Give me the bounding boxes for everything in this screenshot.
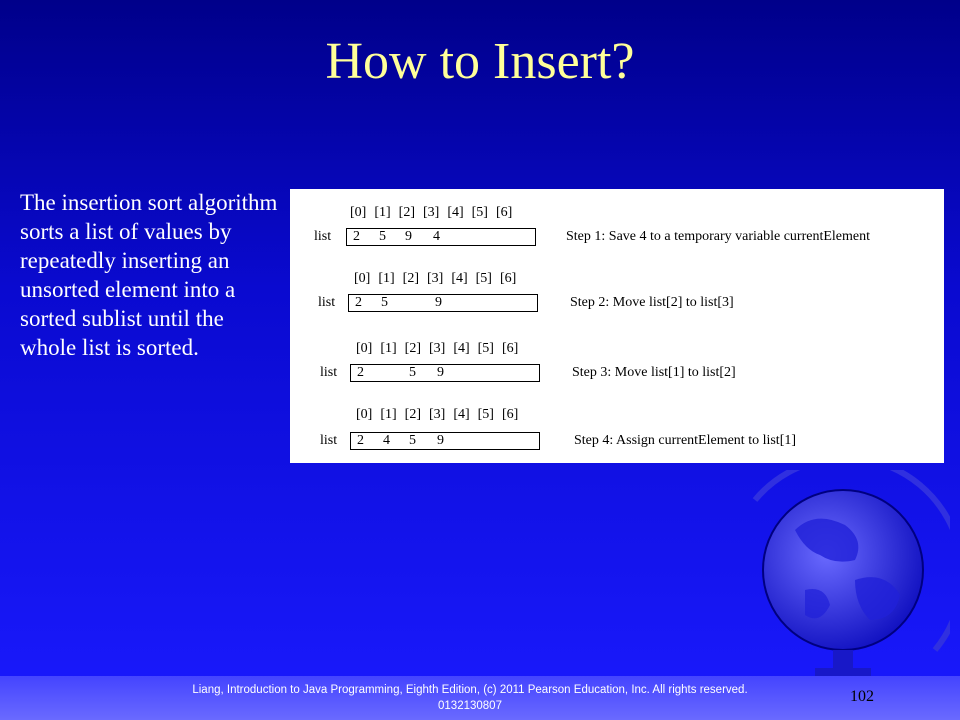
index-label: [1] xyxy=(374,205,391,220)
array-cell: 2 xyxy=(357,433,364,448)
index-label: [4] xyxy=(453,341,470,356)
index-label: [3] xyxy=(428,407,446,422)
index-row xyxy=(354,271,524,287)
step-1 xyxy=(290,205,944,265)
index-label: [5] xyxy=(475,271,492,286)
index-label: [2] xyxy=(402,271,419,286)
index-label: [6] xyxy=(499,271,517,286)
index-row xyxy=(356,407,526,423)
list-label: list xyxy=(320,433,338,448)
array-cell: 9 xyxy=(435,295,442,310)
step-description: Step 2: Move list[2] to list[3] xyxy=(570,295,734,310)
list-label: list xyxy=(318,295,336,310)
list-array xyxy=(346,228,536,246)
index-row xyxy=(356,341,526,357)
index-label: [1] xyxy=(378,271,395,286)
step-description: Step 4: Assign currentElement to list[1] xyxy=(574,433,797,448)
index-label: [5] xyxy=(471,205,488,220)
index-label: [1] xyxy=(380,341,397,356)
array-cell: 5 xyxy=(409,365,416,380)
array-cell: 4 xyxy=(383,433,390,448)
list-array xyxy=(348,294,538,312)
step-3 xyxy=(290,341,944,401)
index-label: [2] xyxy=(404,341,421,356)
slide-body-text: The insertion sort algorithm sorts a list of values by repeatedly inserting an unsorted element into a sorted sublist until the whole list is sorted. xyxy=(20,190,278,360)
array-cell: 5 xyxy=(381,295,388,310)
array-cell: 4 xyxy=(433,229,440,244)
index-label: [3] xyxy=(428,341,446,356)
index-label: [0] xyxy=(356,407,373,422)
array-cell: 2 xyxy=(353,229,360,244)
step-description: Step 1: Save 4 to a temporary variable currentElement xyxy=(566,229,871,244)
index-label: [3] xyxy=(422,205,440,220)
index-label: [6] xyxy=(501,407,519,422)
array-cell: 5 xyxy=(379,229,386,244)
list-array xyxy=(350,432,540,450)
step-description: Step 3: Move list[1] to list[2] xyxy=(572,365,736,380)
index-label: [6] xyxy=(501,341,519,356)
globe-icon xyxy=(735,470,950,685)
index-label: [4] xyxy=(453,407,470,422)
page-number: 102 xyxy=(850,688,874,705)
index-label: [0] xyxy=(354,271,371,286)
index-label: [5] xyxy=(477,407,494,422)
slide-title: How to Insert? xyxy=(325,33,635,90)
array-cell: 9 xyxy=(437,365,444,380)
array-cell: 9 xyxy=(437,433,444,448)
array-cell: 5 xyxy=(409,433,416,448)
insertion-diagram xyxy=(290,189,944,463)
index-label: [6] xyxy=(495,205,513,220)
index-label: [0] xyxy=(350,205,367,220)
step-2 xyxy=(290,271,944,331)
list-label: list xyxy=(314,229,332,244)
index-label: [5] xyxy=(477,341,494,356)
index-label: [0] xyxy=(356,341,373,356)
index-label: [2] xyxy=(398,205,415,220)
index-label: [2] xyxy=(404,407,421,422)
array-cell: 9 xyxy=(405,229,412,244)
index-label: [4] xyxy=(447,205,464,220)
index-label: [3] xyxy=(426,271,444,286)
index-label: [1] xyxy=(380,407,397,422)
array-cell: 2 xyxy=(355,295,362,310)
footer-citation: Liang, Introduction to Java Programming, Eighth Edition, (c) 2011 Pearson Education, Inc. All rights reserved. 0132130807 xyxy=(192,684,748,712)
step-4 xyxy=(290,407,944,467)
index-row xyxy=(350,205,520,221)
list-array xyxy=(350,364,540,382)
list-label: list xyxy=(320,365,338,380)
index-label: [4] xyxy=(451,271,468,286)
array-cell: 2 xyxy=(357,365,364,380)
